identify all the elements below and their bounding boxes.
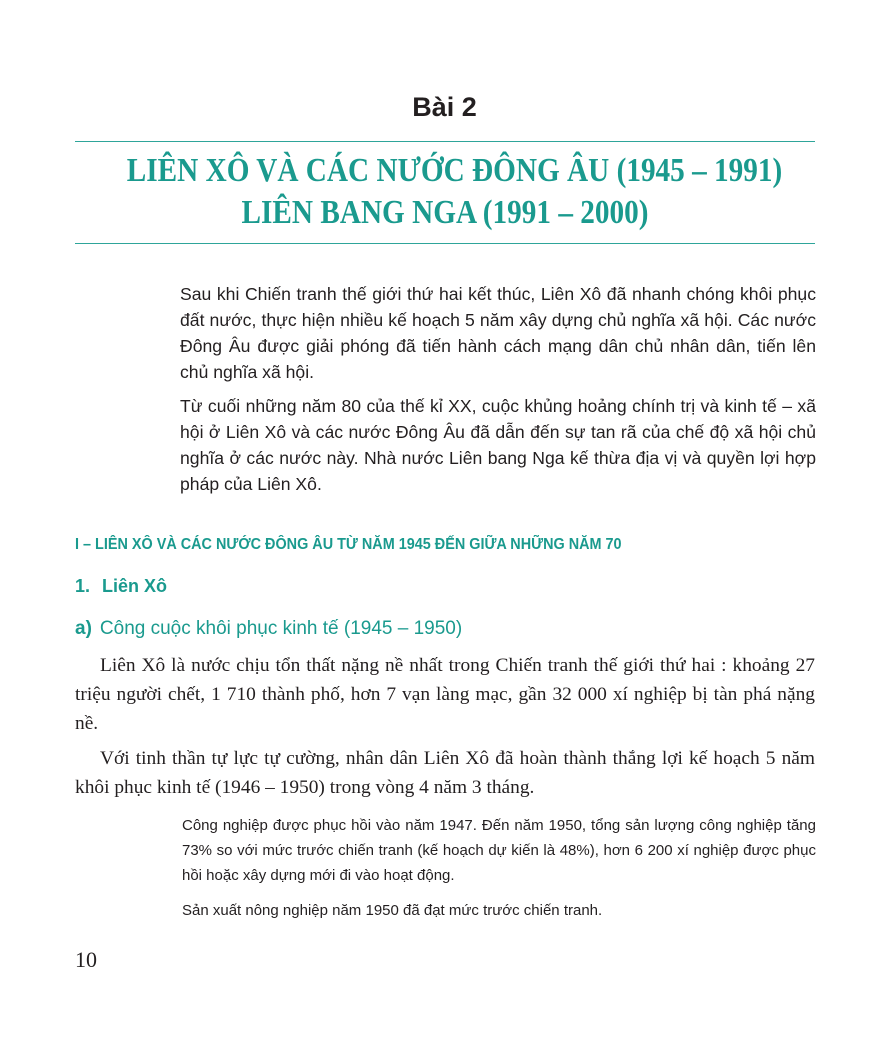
page-number: 10: [75, 947, 97, 972]
intro-paragraph: Sau khi Chiến tranh thế giới thứ hai kết thúc, Liên Xô đã nhanh chóng khôi phục đất nước, thực hiện nhiều kế hoạch 5 năm xây dựng chủ nghĩa xã hội. Các nước Đông Âu được giải phóng đã tiến hành cách mạng dân chủ nhân dân, tiến lên chủ nghĩa xã hội.: [180, 284, 816, 382]
subsection-title: Liên Xô: [102, 576, 168, 596]
subsubsection-title: Công cuộc khôi phục kinh tế (1945 – 1950): [99, 618, 463, 639]
title-bottom-rule: [75, 243, 815, 244]
subsection-number: 1.: [75, 576, 91, 596]
lesson-title-line-1: LIÊN XÔ VÀ CÁC NƯỚC ĐÔNG ÂU (1945 – 1991): [126, 152, 783, 189]
intro-paragraph: Từ cuối những năm 80 của thế kỉ XX, cuộc khủng hoảng chính trị và kinh tế – xã hội ở Liên Xô và các nước Đông Âu đã dẫn đến sự tan rã của chế độ xã hội chủ nghĩa ở các nước này. Nhà nước Liên bang Nga kế thừa địa vị và quyền lợi hợp pháp của Liên Xô.: [180, 396, 816, 494]
section-heading: I – LIÊN XÔ VÀ CÁC NƯỚC ĐÔNG ÂU TỪ NĂM 1945 ĐẾN GIỮA NHỮNG NĂM 70: [75, 536, 622, 553]
lesson-title-line-2: LIÊN BANG NGA (1991 – 2000): [241, 194, 649, 231]
body-paragraph: Với tinh thần tự lực tự cường, nhân dân Liên Xô đã hoàn thành thắng lợi kế hoạch 5 năm khôi phục kinh tế (1946 – 1950) trong vòng 4 năm 3 tháng.: [75, 748, 815, 798]
lesson-label: Bài 2: [412, 92, 477, 122]
subsection-heading: [75, 576, 167, 597]
body-paragraph: Liên Xô là nước chịu tổn thất nặng nề nhất trong Chiến tranh thế giới thứ hai : khoảng 27 triệu người chết, 1 710 thành phố, hơn 7 vạn làng mạc, gần 32 000 xí nghiệp bị tàn phá nặng nề.: [75, 655, 815, 734]
title-top-rule: [75, 141, 815, 142]
subsubsection-heading: [75, 618, 462, 640]
note-paragraph: Sản xuất nông nghiệp năm 1950 đã đạt mức trước chiến tranh.: [182, 902, 603, 919]
subsubsection-marker: a): [75, 618, 92, 639]
note-paragraph: Công nghiệp được phục hồi vào năm 1947. Đến năm 1950, tổng sản lượng công nghiệp tăng 73% so với mức trước chiến tranh (kế hoạch dự kiến là 48%), hơn 6 200 xí nghiệp được phục hồi hoặc xây dựng mới đi vào hoạt động.: [182, 817, 816, 884]
